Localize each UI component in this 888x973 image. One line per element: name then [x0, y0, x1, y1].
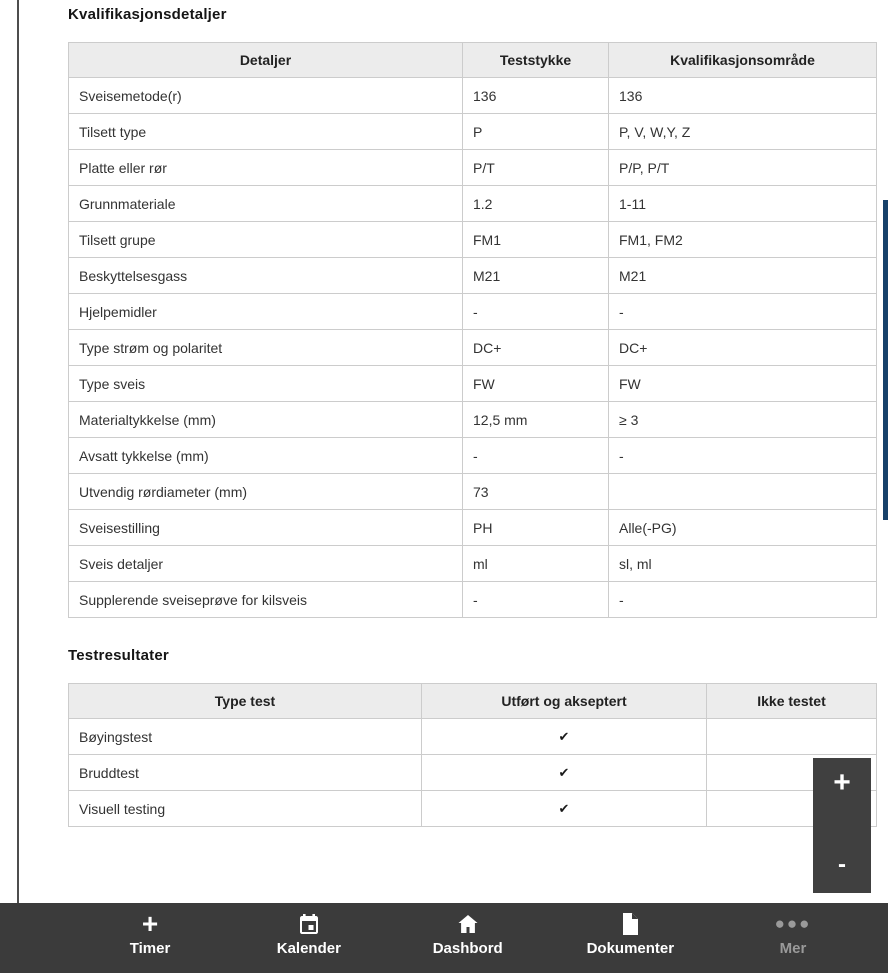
value-cell: 136	[463, 78, 609, 114]
value-cell: -	[609, 438, 877, 474]
nav-label: Mer	[779, 940, 807, 957]
column-header-kvalifikasjonsomrade: Kvalifikasjonsområde	[609, 43, 877, 78]
value-cell: 12,5 mm	[463, 402, 609, 438]
row-label-cell: Sveisestilling	[69, 510, 463, 546]
nav-item-kalender[interactable]	[269, 911, 349, 973]
value-cell: PH	[463, 510, 609, 546]
test-results-table	[68, 683, 877, 827]
value-cell: DC+	[609, 330, 877, 366]
calendar-icon	[297, 911, 321, 937]
value-cell: Alle(-PG)	[609, 510, 877, 546]
table-row	[69, 510, 877, 546]
value-cell: -	[609, 294, 877, 330]
table-row	[69, 294, 877, 330]
document-icon	[619, 911, 641, 937]
value-cell: P/P, P/T	[609, 150, 877, 186]
ellipsis-icon: ●●●	[774, 914, 812, 933]
value-cell: 1.2	[463, 186, 609, 222]
table-row	[69, 791, 877, 827]
row-label-cell: Type sveis	[69, 366, 463, 402]
value-cell	[609, 474, 877, 510]
row-label-cell: Beskyttelsesgass	[69, 258, 463, 294]
table-row	[69, 474, 877, 510]
table-row	[69, 755, 877, 791]
nav-label: Kalender	[276, 940, 341, 957]
column-header-ikke-testet: Ikke testet	[707, 684, 877, 719]
left-border-rule	[17, 0, 19, 903]
table-row	[69, 150, 877, 186]
plus-icon: +	[141, 908, 159, 939]
row-label-cell: Sveisemetode(r)	[69, 78, 463, 114]
column-header-type-test: Type test	[69, 684, 422, 719]
test-results-heading: Testresultater	[68, 647, 169, 664]
zoom-control-panel	[813, 758, 871, 893]
table-row	[69, 546, 877, 582]
value-cell: -	[609, 582, 877, 618]
nav-item-dashbord[interactable]	[428, 911, 508, 973]
nav-label: Dokumenter	[586, 940, 675, 957]
table-row	[69, 366, 877, 402]
value-cell: ml	[463, 546, 609, 582]
table-row	[69, 186, 877, 222]
row-label-cell: Supplerende sveiseprøve for kilsveis	[69, 582, 463, 618]
table-row	[69, 438, 877, 474]
row-label-cell: Tilsett type	[69, 114, 463, 150]
row-label-cell: Visuell testing	[69, 791, 422, 827]
value-cell	[707, 719, 877, 755]
table-header-row	[69, 43, 877, 78]
qualification-details-heading: Kvalifikasjonsdetaljer	[68, 6, 227, 23]
zoom-out-button[interactable]: -	[838, 851, 846, 878]
row-label-cell: Bruddtest	[69, 755, 422, 791]
table-row	[69, 78, 877, 114]
value-cell: ✔	[422, 719, 707, 755]
value-cell: P	[463, 114, 609, 150]
bottom-navigation-bar	[0, 903, 888, 973]
row-label-cell: Sveis detaljer	[69, 546, 463, 582]
table-header-row	[69, 684, 877, 719]
table-row	[69, 330, 877, 366]
nav-label: Timer	[129, 940, 171, 957]
value-cell: -	[463, 582, 609, 618]
table-row	[69, 114, 877, 150]
value-cell: ≥ 3	[609, 402, 877, 438]
row-label-cell: Grunnmateriale	[69, 186, 463, 222]
table-row	[69, 582, 877, 618]
column-header-utfort-og-akseptert: Utført og akseptert	[422, 684, 707, 719]
row-label-cell: Type strøm og polaritet	[69, 330, 463, 366]
value-cell: M21	[463, 258, 609, 294]
value-cell: FM1	[463, 222, 609, 258]
row-label-cell: Tilsett grupe	[69, 222, 463, 258]
nav-item-dokumenter[interactable]	[587, 911, 675, 973]
nav-item-mer[interactable]	[753, 911, 833, 973]
row-label-cell: Hjelpemidler	[69, 294, 463, 330]
column-header-detaljer: Detaljer	[69, 43, 463, 78]
table-row	[69, 258, 877, 294]
nav-label: Dashbord	[432, 940, 503, 957]
value-cell: ✔	[422, 791, 707, 827]
zoom-in-button[interactable]: +	[833, 766, 851, 799]
table-row	[69, 222, 877, 258]
row-label-cell: Bøyingstest	[69, 719, 422, 755]
value-cell: 73	[463, 474, 609, 510]
row-label-cell: Platte eller rør	[69, 150, 463, 186]
row-label-cell: Materialtykkelse (mm)	[69, 402, 463, 438]
value-cell: 1-11	[609, 186, 877, 222]
value-cell: FM1, FM2	[609, 222, 877, 258]
column-header-teststykke: Teststykke	[463, 43, 609, 78]
row-label-cell: Avsatt tykkelse (mm)	[69, 438, 463, 474]
table-row	[69, 402, 877, 438]
value-cell: sl, ml	[609, 546, 877, 582]
home-icon	[456, 911, 480, 937]
value-cell: FW	[609, 366, 877, 402]
value-cell: M21	[609, 258, 877, 294]
value-cell: FW	[463, 366, 609, 402]
value-cell: -	[463, 438, 609, 474]
value-cell: P/T	[463, 150, 609, 186]
qualification-details-table	[68, 42, 877, 618]
row-label-cell: Utvendig rørdiameter (mm)	[69, 474, 463, 510]
nav-item-timer[interactable]	[110, 908, 190, 973]
value-cell: DC+	[463, 330, 609, 366]
value-cell: -	[463, 294, 609, 330]
vertical-scrollbar-thumb[interactable]	[883, 200, 888, 520]
value-cell: P, V, W,Y, Z	[609, 114, 877, 150]
value-cell: 136	[609, 78, 877, 114]
table-row	[69, 719, 877, 755]
value-cell: ✔	[422, 755, 707, 791]
